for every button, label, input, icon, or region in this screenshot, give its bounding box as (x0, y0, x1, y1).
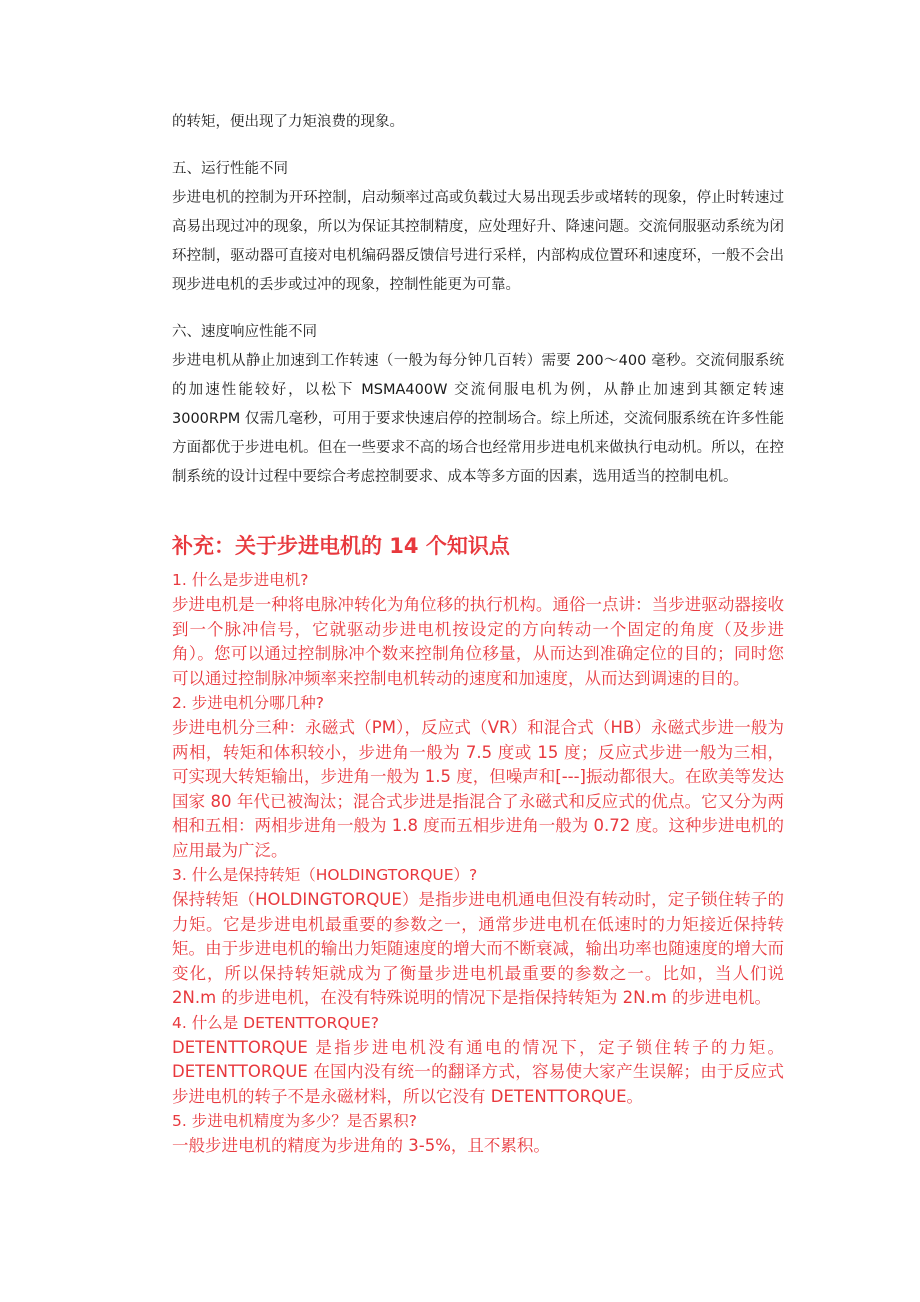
answer-1: 步进电机是一种将电脉冲转化为角位移的执行机构。通俗一点讲：当步进驱动器接收到一个脉冲信号，它就驱动步进电机按设定的方向转动一个固定的角度（及步进角）。您可以通过控制脉冲个数来控制角位移量，从而达到准确定位的目的；同时您可以通过控制脉冲频率来控制电机转动的速度和加速度，从而达到调速的目的。 (172, 595, 784, 688)
section-6-body: 步进电机从静止加速到工作转速（一般为每分钟几百转）需要 200～400 毫秒。交流伺服系统的加速性能较好，以松下 MSMA400W 交流伺服电机为例，从静止加速到其额定转速 3000RPM 仅需几毫秒，可用于要求快速启停的控制场合。综上所述，交流伺服系统在许多性能方面都优于步进电机。但在一些要求不高的场合也经常用步进电机来做执行电动机。所以，在控制系统的设计过程中要综合考虑控制要求、成本等多方面的因素，选用适当的控制电机。 (172, 353, 784, 485)
question-4: 4. 什么是 DETENTTORQUE? (172, 1013, 379, 1032)
answer-2: 步进电机分三种：永磁式（PM），反应式（VR）和混合式（HB）永磁式步进一般为两相，转矩和体积较小，步进角一般为 7.5 度或 15 度；反应式步进一般为三相，可实现大转矩输出，步进角一般为 1.5 度，但噪声和[---]振动都很大。在欧美等发达国家 80 年代已被淘汰；混合式步进是指混合了永磁式和反应式的优点。它又分为两相和五相：两相步进角一般为 1.8 度而五相步进角一般为 0.72 度。这种步进电机的应用最为广泛。 (172, 718, 784, 860)
answer-3: 保持转矩（HOLDINGTORQUE）是指步进电机通电但没有转动时，定子锁住转子的力矩。它是步进电机最重要的参数之一，通常步进电机在低速时的力矩接近保持转矩。由于步进电机的输出力矩随速度的增大而不断衰减，输出功率也随速度的增大而变化，所以保持转矩就成为了衡量步进电机最重要的参数之一。比如，当人们说 2N.m 的步进电机，在没有特殊说明的情况下是指保持转矩为 2N.m 的步进电机。 (172, 890, 784, 1007)
section-5-heading: 五、运行性能不同 (172, 161, 288, 177)
document-page (172, 108, 784, 1159)
question-5: 5. 步进电机精度为多少？是否累积? (172, 1112, 417, 1130)
question-3: 3. 什么是保持转矩（HOLDINGTORQUE）? (172, 866, 478, 884)
section-6-heading: 六、速度响应性能不同 (172, 324, 317, 340)
section-5-body: 步进电机的控制为开环控制，启动频率过高或负载过大易出现丢步或堵转的现象，停止时转速过高易出现过冲的现象，所以为保证其控制精度，应处理好升、降速问题。交流伺服驱动系统为闭环控制，驱动器可直接对电机编码器反馈信号进行采样，内部构成位置环和速度环，一般不会出现步进电机的丢步或过冲的现象，控制性能更为可靠。 (172, 190, 784, 293)
supplement-title: 补充：关于步进电机的 14 个知识点 (172, 534, 510, 558)
answer-5: 一般步进电机的精度为步进角的 3-5%，且不累积。 (172, 1136, 550, 1155)
question-1: 1. 什么是步进电机? (172, 571, 309, 589)
answer-4: DETENTTORQUE 是指步进电机没有通电的情况下，定子锁住转子的力矩。DETENTTORQUE 在国内没有统一的翻译方式，容易使大家产生误解；由于反应式步进电机的转子不是永磁材料，所以它没有 DETENTTORQUE。 (172, 1037, 784, 1106)
carryover-paragraph: 的转矩，便出现了力矩浪费的现象。 (172, 114, 404, 130)
question-2: 2. 步进电机分哪几种? (172, 694, 324, 712)
